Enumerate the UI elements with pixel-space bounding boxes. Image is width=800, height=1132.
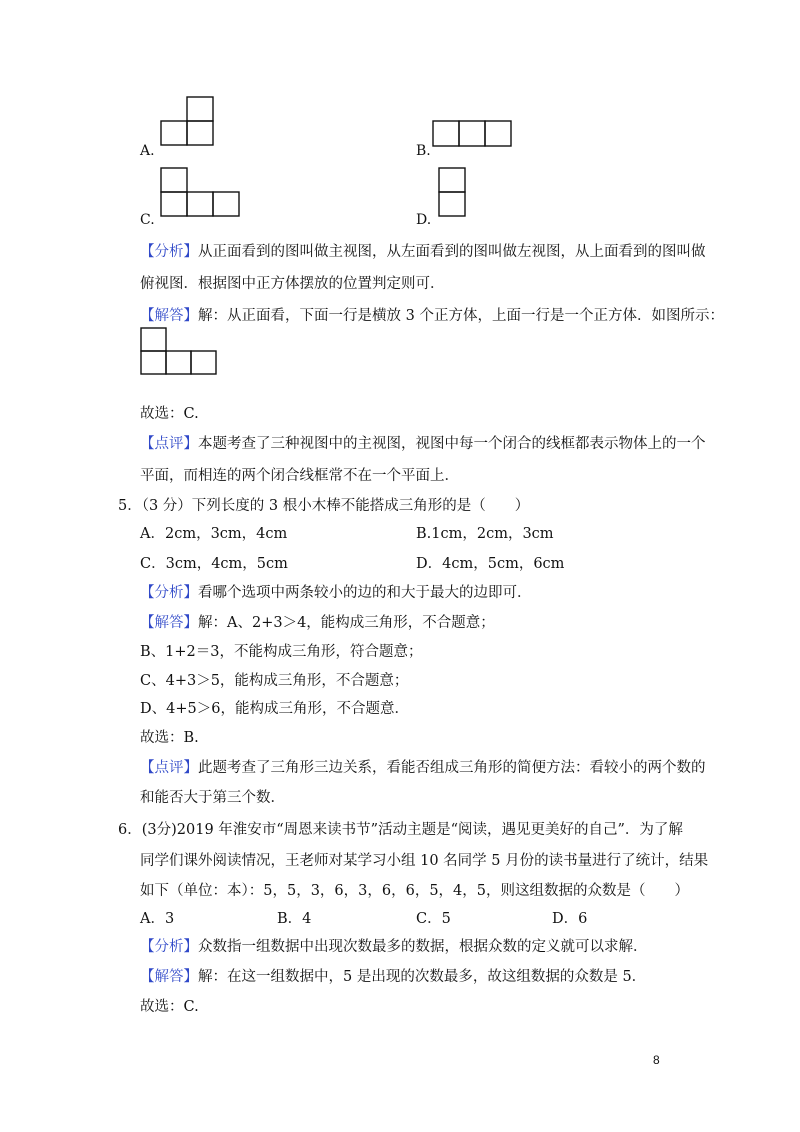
q6-option-a: A．3 [140,911,175,927]
q6-solution [140,965,646,986]
analysis-text: 看哪个选项中两条较小的边的和大于最大的边即可． [198,585,532,601]
q6-stem-line2: 同学们课外阅读情况，王老师对某学习小组 10 名同学 5 月份的读书量进行了统计，结果 [140,853,709,869]
q5-option-b: B.1cm，2cm，3cm [416,526,554,542]
q5-analysis [140,581,532,602]
solution-text: 解：在这一组数据中，5 是出现的次数最多，故这组数据的众数是 5． [198,969,647,985]
q6-analysis [140,935,648,956]
solution-text: 解：A、2+3＞4，能构成三角形，不合题意； [198,615,495,631]
q6-option-d: D．6 [552,911,588,927]
option-b-label: B. [416,143,431,159]
option-a-figure [160,96,216,148]
q4-analysis-line2: 俯视图．根据图中正方体摆放的位置判定则可． [140,276,445,292]
analysis-text: 从正面看到的图叫做主视图，从左面看到的图叫做左视图，从上面看到的图叫做 [198,244,706,260]
q4-choice: 故选：C. [140,406,199,422]
option-d-label: D. [416,212,432,228]
q4-comment-line1 [140,432,706,453]
q5-comment-line1 [140,756,706,777]
q4-comment-line2: 平面，而相连的两个闭合线框常不在一个平面上． [140,468,459,484]
page-number: 8 [653,1053,660,1067]
comment-text: 本题考查了三种视图中的主视图，视图中每一个闭合的线框都表示物体上的一个 [198,436,706,452]
q5-comment-line2: 和能否大于第三个数． [140,790,285,806]
solution-tag: 【解答】 [140,615,198,631]
option-c-label: C. [140,212,155,228]
q6-option-b: B．4 [277,911,312,927]
analysis-text: 众数指一组数据中出现次数最多的数据，根据众数的定义就可以求解． [198,939,648,955]
solution-tag: 【解答】 [140,969,198,985]
analysis-tag: 【分析】 [140,585,198,601]
q5-solution-b: B、1+2＝3，不能构成三角形，符合题意； [140,644,423,660]
q6-option-c: C．5 [416,911,451,927]
q5-choice: 故选：B. [140,730,199,746]
q6-choice: 故选：C. [140,999,199,1015]
q5-solution-c: C、4+3＞5，能构成三角形，不合题意； [140,673,409,689]
comment-text: 此题考查了三角形三边关系，看能否组成三角形的简便方法：看较小的两个数的 [198,760,706,776]
option-b-figure [432,120,514,148]
analysis-tag: 【分析】 [140,244,198,260]
comment-tag: 【点评】 [140,436,198,452]
option-a-label: A. [140,143,155,159]
q5-option-d: D．4cm，5cm，6cm [416,556,565,572]
option-c-figure [160,167,242,219]
q4-analysis-line1 [140,240,706,261]
q5-solution-a [140,611,495,632]
q5-solution-d: D、4+5＞6，能构成三角形，不合题意． [140,701,409,717]
q5-option-c: C．3cm，4cm，5cm [140,556,288,572]
comment-tag: 【点评】 [140,760,198,776]
q6-stem-line1: 6．(3分)2019 年淮安市“周恩来读书节”活动主题是“阅读，遇见更美好的自己”．为了解 [118,822,683,838]
solution-tag: 【解答】 [140,308,198,324]
solution-front-view-figure [140,327,222,377]
analysis-tag: 【分析】 [140,939,198,955]
solution-text: 解：从正面看，下面一行是横放 3 个正方体，上面一行是一个正方体．如图所示： [198,308,724,324]
q5-option-a: A．2cm，3cm，4cm [140,526,288,542]
q5-stem: 5．（3 分）下列长度的 3 根小木棒不能搭成三角形的是（ ） [118,498,530,514]
option-d-figure [438,167,468,219]
q6-stem-line3: 如下（单位：本）：5，5，3，6，3，6，6，5，4，5，则这组数据的众数是（ ） [140,883,690,899]
q4-solution-line1 [140,304,724,325]
